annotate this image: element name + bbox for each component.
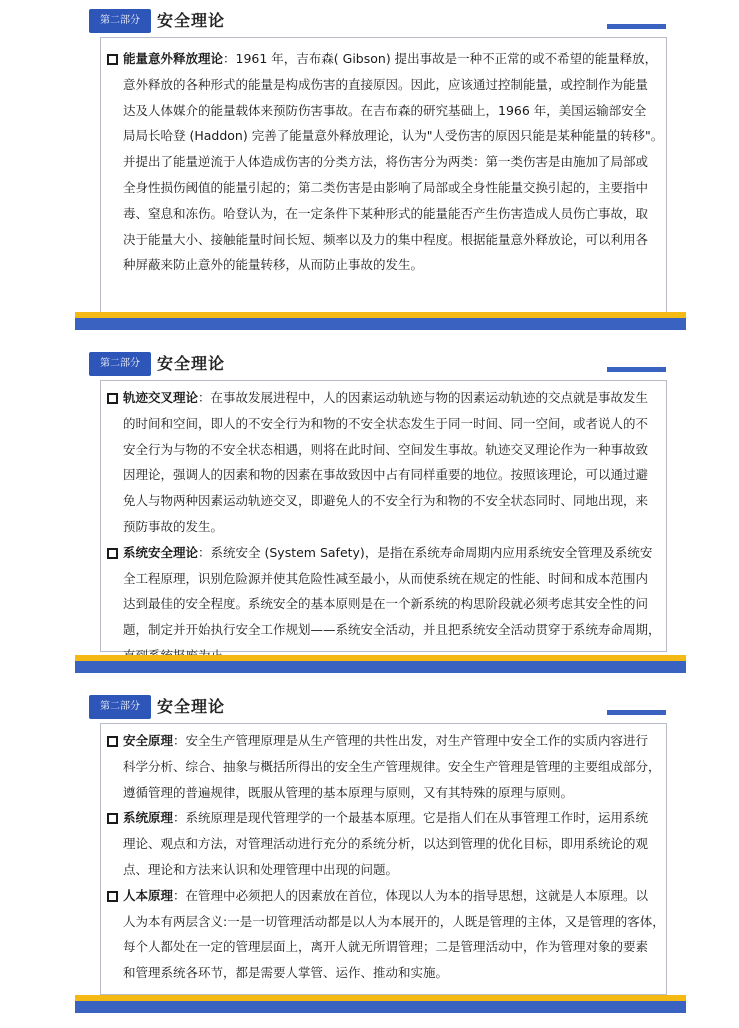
term-label: 轨迹交叉理论	[123, 390, 199, 405]
checkbox-square-icon	[107, 393, 118, 404]
text-line: 轨迹交叉理论：在事故发展进程中，人的因素运动轨迹与物的因素运动轨迹的交点就是事故发生	[123, 390, 649, 405]
text-line: 意外释放的各种形式的能量是构成伤害的直接原因。因此，应该通过控制能量，或控制作为能量	[123, 76, 649, 92]
content-box	[100, 37, 667, 313]
text-line: 预防事故的发生。	[123, 518, 224, 534]
text-line: 点、理论和方法来认识和处理管理中出现的问题。	[123, 861, 399, 877]
section-title: 安全理论	[157, 11, 226, 30]
checkbox-square-icon	[107, 813, 118, 824]
paragraph-trajectory-theory	[101, 385, 666, 540]
text-line: 遵循管理的普遍规律，既服从管理的基本原理与原则，又有其特殊的原理与原则。	[123, 784, 574, 800]
text-line: 种屏蔽来防止意外的能量转移，从而防止事故的发生。	[123, 257, 424, 273]
text-line: 人本原理：在管理中必须把人的因素放在首位，体现以人为本的指导思想，这就是人本原理。以	[123, 887, 649, 903]
paragraph-safety-principle	[101, 728, 666, 805]
text-line: 达及人体媒介的能量载体来预防伤害事故。在吉布森的研究基础上，1966 年，美国运输部安全	[123, 102, 647, 118]
footer-band-blue	[75, 661, 686, 673]
text-line: 能量意外释放理论：1961 年，吉布森( Gibson) 提出事故是一种不正常的或不希望的能量释放，	[123, 51, 658, 66]
text-line: 局局长哈登 (Haddon) 完善了能量意外释放理论，认为"人受伤害的原因只能是某种能量的转移"。	[123, 128, 664, 144]
text-line: 人为本有两层含义:一是一切管理活动都是以人为本展开的，人既是管理的主体，又是管理的客体，	[123, 913, 665, 929]
slide-2	[75, 352, 686, 674]
paragraph-human-principle	[101, 883, 666, 986]
text-line: 安全行为与物的不安全状态相遇，则将在此时间、空间发生事故。轨迹交叉理论作为一种事故致	[123, 441, 649, 457]
text-line: 全身性损伤阈值的能量引起的；第二类伤害是由影响了局部或全身性能量交换引起的，主要指中	[123, 179, 649, 195]
footer-band-blue	[75, 1001, 686, 1013]
text-line: 因理论，强调人的因素和物的因素在事故致因中占有同样重要的地位。按照该理论，可以通过避	[123, 467, 649, 483]
section-title: 安全理论	[157, 354, 226, 373]
section-badge: 第二部分	[89, 9, 151, 33]
checkbox-square-icon	[107, 891, 118, 902]
slide-1	[75, 9, 686, 331]
footer-band-blue	[75, 318, 686, 330]
text-line: 毒、窒息和冻伤。哈登认为，在一定条件下某种形式的能量能否产生伤害造成人员伤亡事故，取	[123, 205, 649, 221]
paragraph-system-safety	[101, 540, 666, 669]
text-line: 和管理系统各环节，都是需要人掌管、运作、推动和实施。	[123, 965, 449, 981]
text-line: 的时间和空间，即人的不安全行为和物的不安全状态发生于同一时间、同一空间，或者说人的不	[123, 415, 649, 431]
text-line: 并提出了能量逆流于人体造成伤害的分类方法，将伤害分为两类：第一类伤害是由施加了局部或	[123, 154, 649, 170]
text-line: 达到最佳的安全程度。系统安全的基本原则是在一个新系统的构思阶段就必须考虑其安全性的问	[123, 596, 649, 612]
text-line: 决于能量大小、接触能量时间长短、频率以及力的集中程度。根据能量意外释放论，可以利用各	[123, 231, 649, 247]
text-line: 每个人都处在一定的管理层面上，离开人就无所谓管理；二是管理活动中，作为管理对象的要素	[123, 939, 649, 955]
term-label: 安全原理	[123, 733, 174, 748]
text-line: 科学分析、综合、抽象与概括所得出的安全生产管理规律。安全生产管理是管理的主要组成部分，	[123, 758, 661, 774]
term-label: 能量意外释放理论	[123, 51, 224, 66]
text-line: 题，制定并开始执行安全工作规划——系统安全活动，并且把系统安全活动贯穿于系统寿命周期，	[123, 622, 661, 638]
title-accent-bar	[607, 367, 666, 372]
content-box	[100, 723, 667, 995]
paragraph-energy-release	[101, 46, 666, 278]
text-line: 理论、观点和方法，对管理活动进行充分的系统分析，以达到管理的优化目标，即用系统论的观	[123, 836, 649, 852]
title-accent-bar	[607, 24, 666, 29]
term-label: 系统安全理论	[123, 544, 199, 560]
checkbox-square-icon	[107, 548, 118, 559]
text-line: 免人与物两种因素运动轨迹交叉，即避免人的不安全行为和物的不安全状态同时、同地出现，来	[123, 493, 649, 509]
checkbox-square-icon	[107, 54, 118, 65]
title-accent-bar	[607, 710, 666, 715]
text-line: 系统安全理论：系统安全 (System Safety)，是指在系统寿命周期内应用系统安全管理及系统安	[123, 544, 653, 560]
section-badge: 第二部分	[89, 352, 151, 376]
text-line: 系统原理：系统原理是现代管理学的一个最基本原理。它是指人们在从事管理工作时，运用系统	[123, 810, 649, 826]
term-label: 人本原理	[123, 887, 174, 903]
text-line: 安全原理：安全生产管理原理是从生产管理的共性出发，对生产管理中安全工作的实质内容进行	[123, 733, 649, 748]
content-box	[100, 380, 667, 652]
section-title: 安全理论	[157, 697, 226, 716]
text-line: 全工程原理，识别危险源并使其危险性减至最小，从而使系统在规定的性能、时间和成本范围内	[123, 570, 649, 586]
term-label: 系统原理	[123, 810, 174, 826]
section-badge: 第二部分	[89, 695, 151, 719]
paragraph-system-principle	[101, 805, 666, 882]
checkbox-square-icon	[107, 736, 118, 747]
slide-3	[75, 695, 686, 1017]
